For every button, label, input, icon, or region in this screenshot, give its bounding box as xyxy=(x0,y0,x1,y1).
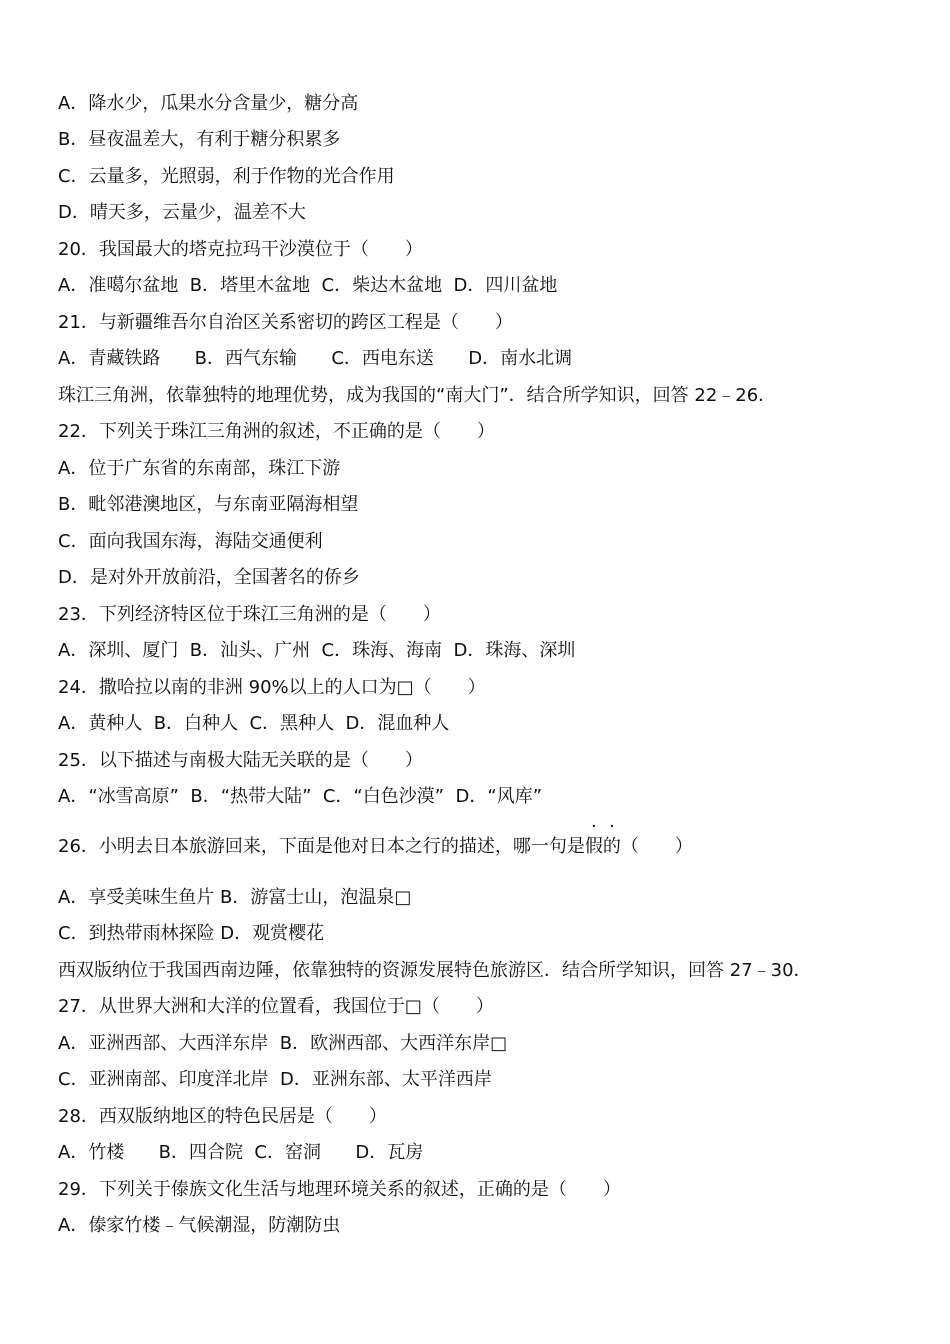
emphasis-char: 假 xyxy=(584,836,603,857)
option-22b: B．毗邻港澳地区，与东南亚隔海相望 xyxy=(58,494,359,515)
option-19a: A．降水少，瓜果水分含量少，糖分高 xyxy=(58,93,359,114)
option-19d: D．晴天多，云量少，温差不大 xyxy=(58,202,306,223)
question-21: 21．与新疆维吾尔自治区关系密切的跨区工程是（ ） xyxy=(58,312,513,333)
options-24: A．黄种人 B．白种人 C．黑种人 D．混血种人 xyxy=(58,713,450,734)
passage-27-30: 西双版纳位于我国西南边陲，依靠独特的资源发展特色旅游区．结合所学知识，回答 27﹣30． xyxy=(58,960,812,981)
option-22c: C．面向我国东海，海陆交通便利 xyxy=(58,531,323,552)
question-29: 29．下列关于傣族文化生活与地理环境关系的叙述，正确的是（ ） xyxy=(58,1179,621,1200)
option-22a: A．位于广东省的东南部，珠江下游 xyxy=(58,458,341,479)
options-27cd: C．亚洲南部、印度洋北岸 D．亚洲东部、太平洋西岸 xyxy=(58,1069,492,1090)
options-27ab: A．亚洲西部、大西洋东岸 B．欧洲西部、大西洋东岸□ xyxy=(58,1033,508,1054)
option-29a: A．傣家竹楼﹣气候潮湿，防潮防虫 xyxy=(58,1215,341,1236)
question-24: 24．撒哈拉以南的非洲 90%以上的人口为□（ ） xyxy=(58,677,486,698)
options-26cd: C．到热带雨林探险 D．观赏樱花 xyxy=(58,923,325,944)
option-19b: B．昼夜温差大，有利于糖分积累多 xyxy=(58,129,341,150)
question-26 xyxy=(58,834,920,860)
options-25: A．“冰雪高原” B．“热带大陆” C．“白色沙漠” D．“风库” xyxy=(58,786,543,807)
options-23: A．深圳、厦门 B．汕头、广州 C．珠海、海南 D．珠海、深圳 xyxy=(58,640,576,661)
question-20: 20．我国最大的塔克拉玛干沙漠位于（ ） xyxy=(58,239,423,260)
option-22d: D．是对外开放前沿，全国著名的侨乡 xyxy=(58,567,360,588)
answer-blank: （ ） xyxy=(620,836,693,857)
option-19c: C．云量多，光照弱，利于作物的光合作用 xyxy=(58,166,395,187)
options-28: A．竹楼 B．四合院 C．窑洞 D．瓦房 xyxy=(58,1142,424,1163)
emphasis-char: 的 xyxy=(602,836,621,857)
question-27: 27．从世界大洲和大洋的位置看，我国位于□（ ） xyxy=(58,996,494,1017)
question-22: 22．下列关于珠江三角洲的叙述，不正确的是（ ） xyxy=(58,421,495,442)
options-26ab: A．享受美味生鱼片 B．游富士山，泡温泉□ xyxy=(58,887,412,908)
question-28: 28．西双版纳地区的特色民居是（ ） xyxy=(58,1106,387,1127)
options-21: A．青藏铁路 B．西气东输 C．西电东送 D．南水北调 xyxy=(58,348,573,369)
question-26-text: 26．小明去日本旅游回来，下面是他对日本之行的描述，哪一句是 xyxy=(58,836,585,857)
passage-22-26: 珠江三角洲，依靠独特的地理优势，成为我国的“南大门”．结合所学知识，回答 22﹣26． xyxy=(58,385,777,406)
options-20: A．准噶尔盆地 B．塔里木盆地 C．柴达木盆地 D．四川盆地 xyxy=(58,275,558,296)
question-23: 23．下列经济特区位于珠江三角洲的是（ ） xyxy=(58,604,441,625)
question-25: 25．以下描述与南极大陆无关联的是（ ） xyxy=(58,750,423,771)
